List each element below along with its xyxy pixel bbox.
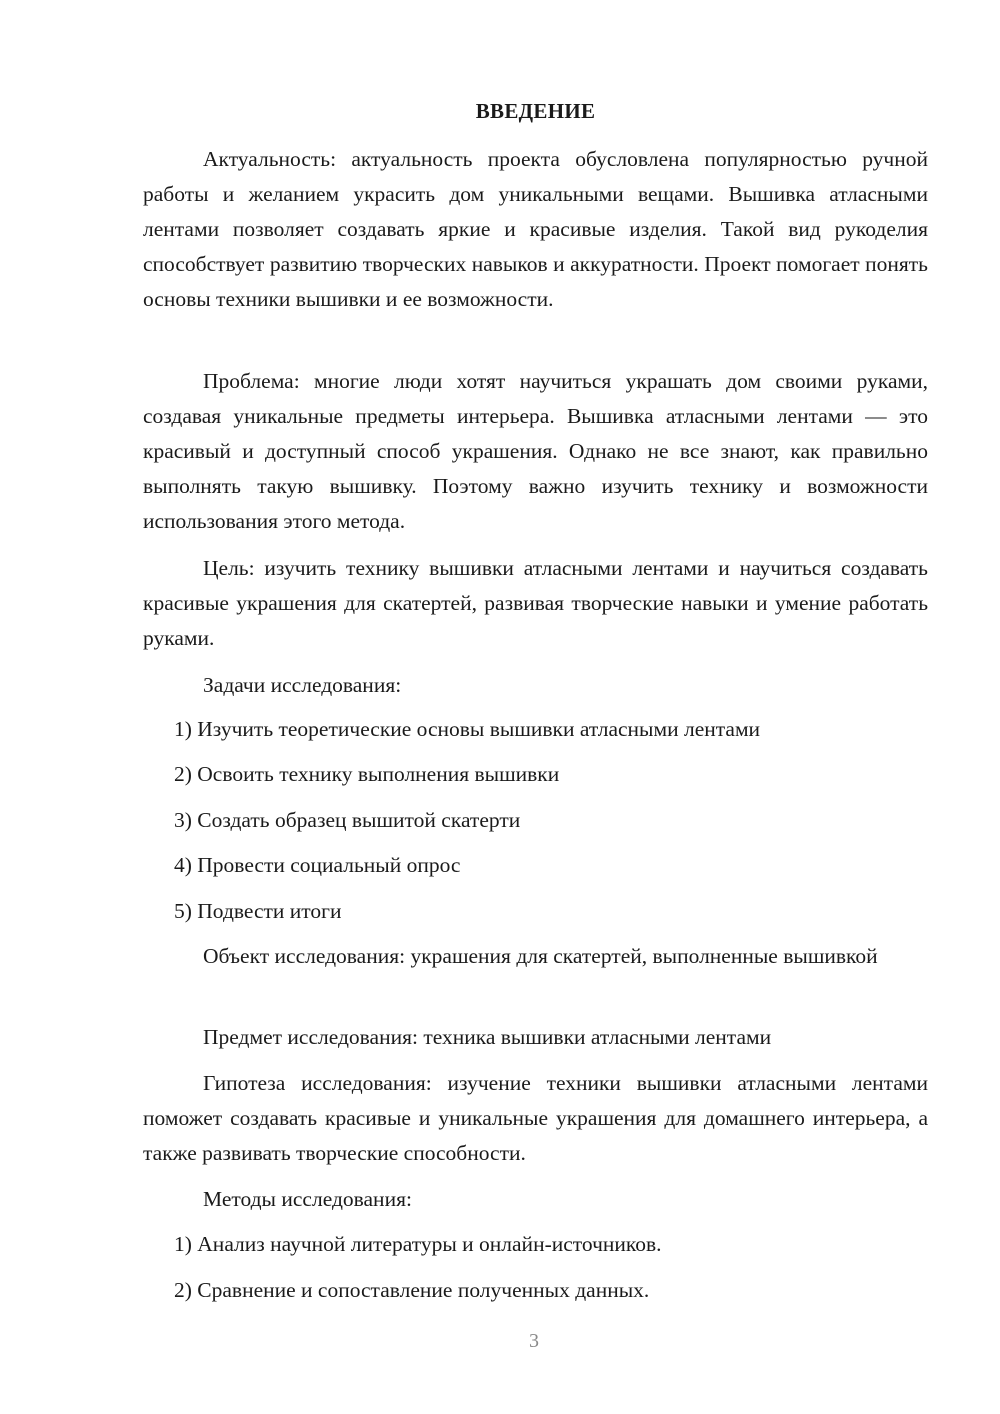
subject-paragraph: Предмет исследования: техника вышивки атласными лентами (203, 1025, 772, 1049)
problem-paragraph: Проблема: многие люди хотят научиться украшать дом своими руками, создавая уникальные предметы интерьера. Вышивка атласными лентами — это красивый и доступный способ украшения. Однако не все знают, как правильно выполнять такую вышивку. Поэтому важно изучить технику и возможности использования этого метода. (143, 369, 928, 533)
page-number-value: 3 (529, 1330, 539, 1352)
task-item: 3) Создать образец вышитой скатерти (174, 808, 521, 832)
methods-heading: Методы исследования: (203, 1187, 412, 1211)
page-title: ВВЕДЕНИЕ (475, 99, 596, 123)
goal-paragraph: Цель: изучить технику вышивки атласными лентами и научиться создавать красивые украшения для скатертей, развивая творческие навыки и умение работать руками. (143, 556, 928, 650)
method-item: 2) Сравнение и сопоставление полученных данных. (174, 1278, 650, 1302)
method-item: 1) Анализ научной литературы и онлайн-источников. (174, 1232, 662, 1256)
relevance-paragraph: Актуальность: актуальность проекта обусловлена популярностью ручной работы и желанием украсить дом уникальными вещами. Вышивка атласными лентами позволяет создавать яркие и красивые изделия. Такой вид рукоделия способствует развитию творческих навыков и аккуратности. Проект помогает понять основы техники вышивки и ее возможности. (143, 147, 928, 311)
object-paragraph: Объект исследования: украшения для скатертей, выполненные вышивкой (203, 944, 878, 968)
task-item: 4) Провести социальный опрос (174, 853, 461, 877)
tasks-heading: Задачи исследования: (203, 673, 402, 697)
task-item: 2) Освоить технику выполнения вышивки (174, 762, 560, 786)
hypothesis-paragraph: Гипотеза исследования: изучение техники вышивки атласными лентами поможет создавать красивые и уникальные украшения для домашнего интерьера, а также развивать творческие способности. (143, 1071, 928, 1165)
task-item: 1) Изучить теоретические основы вышивки атласными лентами (174, 717, 761, 741)
task-item: 5) Подвести итоги (174, 899, 342, 923)
